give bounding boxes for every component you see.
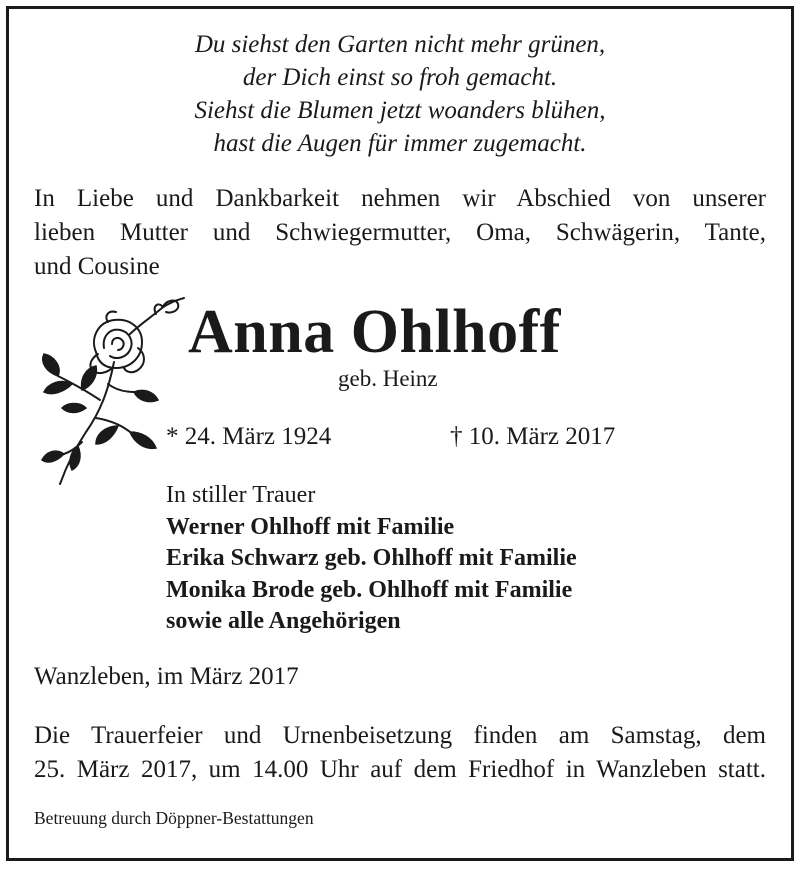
birth-date: * 24. März 1924 [166, 423, 332, 450]
deceased-name: Anna Ohlhoff [188, 298, 561, 366]
poem-line: Du siehst den Garten nicht mehr grünen, [194, 31, 606, 58]
poem-line: hast die Augen für immer zugemacht. [213, 130, 587, 157]
mourners-lead: In stiller Trauer [166, 482, 316, 508]
poem-line: Siehst die Blumen jetzt woanders blühen, [194, 97, 606, 124]
ceremony-line: Die Trauerfeier und Urnenbeisetzung finden am Samstag, dem [34, 722, 766, 749]
undertaker-credit: Betreuung durch Döppner-Bestattungen [34, 808, 314, 828]
mourner-name: Monika Brode geb. Ohlhoff mit Familie [166, 576, 573, 603]
place-date: Wanzleben, im März 2017 [34, 663, 299, 690]
intro-line: und Cousine [34, 253, 160, 280]
ceremony-text [34, 719, 766, 787]
intro-text [34, 182, 766, 284]
poem-line: der Dich einst so froh gemacht. [242, 64, 558, 91]
ceremony-line: 25. März 2017, um 14.00 Uhr auf dem Friedhof in Wanzleben statt. [34, 756, 766, 783]
intro-line: In Liebe und Dankbarkeit nehmen wir Abschied von unserer [34, 185, 766, 212]
mourner-name: Erika Schwarz geb. Ohlhoff mit Familie [166, 545, 577, 571]
death-date: † 10. März 2017 [450, 423, 616, 450]
intro-line: lieben Mutter und Schwiegermutter, Oma, Schwägerin, Tante, [34, 219, 766, 246]
rose-icon [38, 292, 190, 490]
maiden-name: geb. Heinz [338, 366, 438, 391]
poem [0, 28, 800, 160]
mourner-name: Werner Ohlhoff mit Familie [166, 513, 455, 540]
mourner-name: sowie alle Angehörigen [166, 608, 401, 634]
mourners-block [166, 480, 577, 638]
